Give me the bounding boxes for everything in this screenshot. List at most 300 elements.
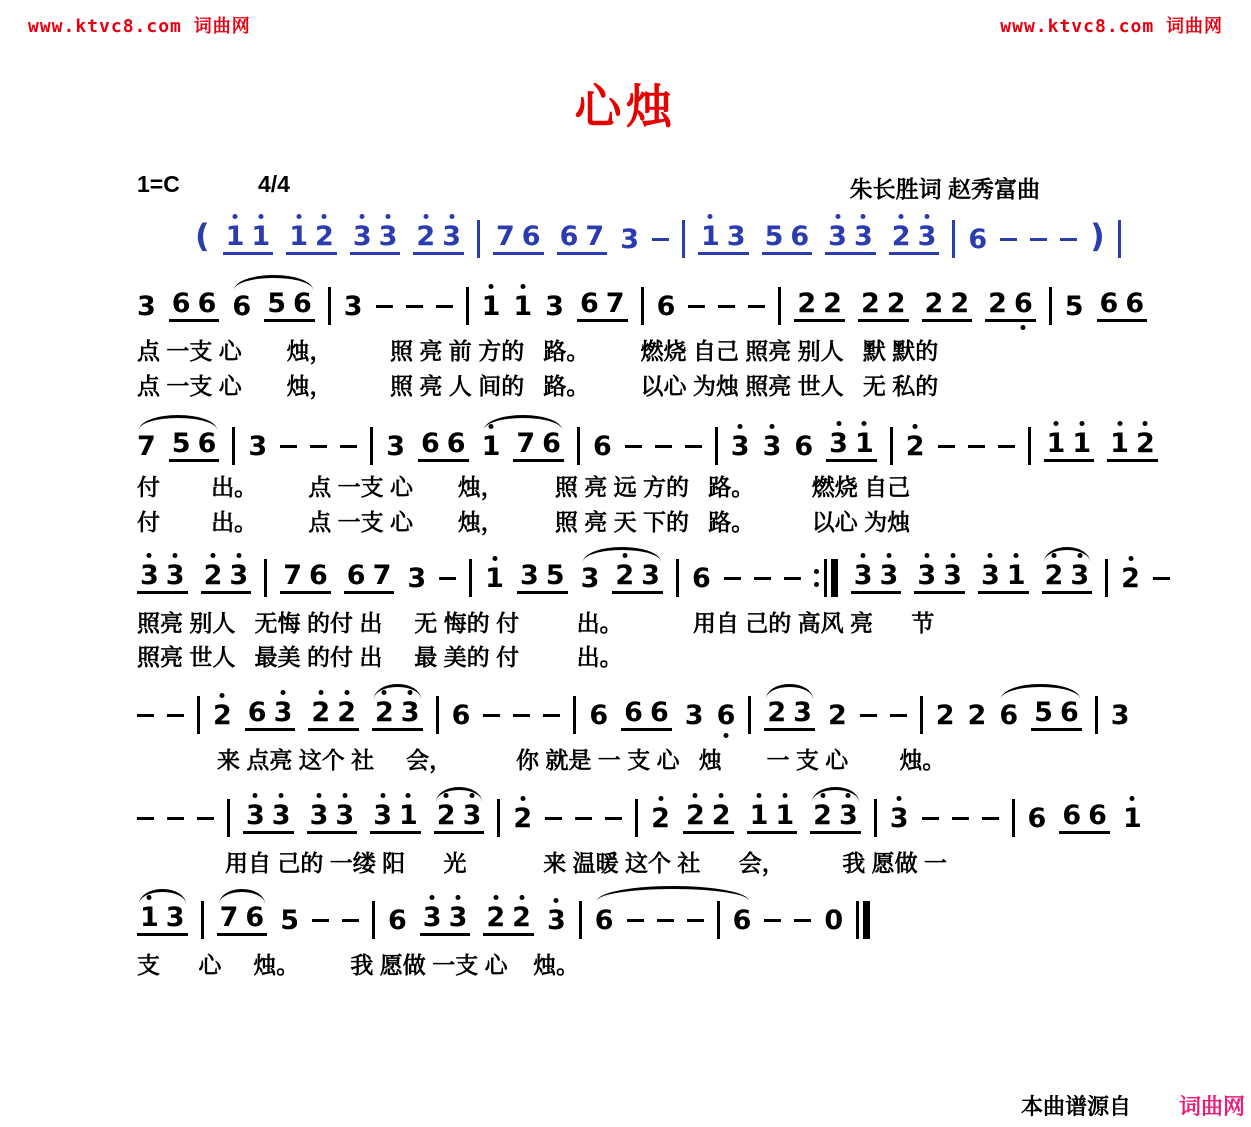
note	[823, 290, 842, 317]
note-digit: 6	[542, 428, 561, 459]
note	[546, 562, 565, 589]
octave-dot-high	[258, 214, 263, 219]
note-digit: 5	[1064, 290, 1084, 322]
repeat-dots	[814, 569, 819, 587]
note	[248, 699, 267, 726]
lyric-line: 点 一支 心 烛， 照 亮 人 间的 路。 以心 为烛 照亮 世人 无 私的	[137, 373, 939, 399]
note	[686, 802, 705, 829]
octave-dot-high	[554, 898, 559, 903]
note-digit: 1	[854, 428, 874, 459]
note	[335, 802, 354, 829]
note-digit: 1	[513, 290, 533, 322]
note-digit: 7	[283, 560, 302, 591]
duration-dash	[605, 817, 622, 820]
note-digit: 3	[400, 697, 420, 728]
note-digit: 3	[373, 800, 392, 831]
note	[198, 430, 217, 457]
note	[137, 430, 156, 462]
octave-dot-high	[820, 793, 825, 798]
note-digit: 1	[140, 902, 159, 933]
slur-group	[372, 699, 423, 731]
note	[905, 430, 925, 462]
barline	[1028, 427, 1031, 465]
beam-group	[858, 290, 909, 322]
note-digit: 2	[311, 697, 331, 728]
note	[943, 562, 962, 589]
note	[516, 430, 535, 457]
note-digit: 2	[416, 221, 436, 252]
octave-dot-high	[520, 284, 525, 289]
note	[172, 290, 191, 317]
note	[732, 904, 752, 936]
note	[797, 290, 816, 317]
score-header-row	[0, 171, 1251, 201]
note-digit: 1	[1122, 802, 1142, 834]
barline	[641, 287, 644, 325]
note	[889, 802, 909, 834]
note	[387, 904, 407, 936]
parenthesis: )	[1090, 217, 1105, 255]
note	[542, 430, 561, 457]
note-digit: 6	[247, 697, 267, 728]
watermark-top-right: www.ktvc8.com 词曲网	[1000, 16, 1223, 37]
note	[767, 699, 786, 726]
note	[606, 290, 625, 317]
duration-dash	[167, 714, 184, 717]
note-digit: 3	[273, 697, 293, 728]
note-digit: 2	[823, 288, 842, 319]
octave-dot-high	[913, 424, 918, 429]
duration-dash	[310, 445, 327, 448]
note-digit: 2	[1135, 428, 1155, 459]
note	[620, 223, 639, 255]
note	[813, 802, 832, 829]
slur-group	[137, 904, 188, 936]
octave-dot-high	[782, 793, 787, 798]
music-line	[137, 896, 1251, 944]
lyric-line: 付 出。 点 一支 心 烛， 照 亮 天 下的 路。 以心 为烛	[137, 509, 911, 535]
note	[379, 223, 398, 250]
beam-group	[810, 802, 861, 834]
note-digit: 7	[219, 902, 239, 933]
note	[1034, 699, 1053, 726]
note-digit: 3	[829, 428, 848, 459]
beam-group	[413, 223, 464, 255]
note	[311, 699, 330, 726]
note	[684, 699, 704, 731]
duration-dash	[968, 445, 985, 448]
note-digit: 2	[337, 697, 356, 728]
note	[793, 699, 812, 726]
note-digit: 2	[1121, 562, 1140, 594]
octave-dot-high	[1128, 556, 1133, 561]
note-digit: 2	[203, 560, 223, 591]
note	[861, 290, 880, 317]
note-digit: 6	[1088, 800, 1107, 831]
note	[656, 290, 676, 322]
note	[463, 802, 482, 829]
octave-dot-high	[693, 793, 698, 798]
duration-dash	[137, 714, 154, 717]
beam-group	[922, 290, 973, 322]
note-digit: 3	[853, 221, 873, 252]
barline	[264, 559, 267, 597]
note-digit: 2	[935, 699, 955, 731]
duration-dash	[938, 445, 955, 448]
note	[935, 699, 955, 731]
slur-group	[764, 699, 815, 731]
note	[589, 699, 609, 731]
beam-group	[434, 802, 485, 834]
barline	[682, 220, 685, 258]
note	[481, 290, 501, 322]
note	[880, 562, 899, 589]
beam-group	[1044, 430, 1095, 462]
duration-dash	[340, 445, 357, 448]
note-digit: 3	[229, 560, 249, 591]
music-line	[137, 691, 1251, 739]
note	[1121, 562, 1140, 594]
octave-dot-high	[861, 553, 866, 558]
note	[447, 430, 466, 457]
beam-group	[1031, 699, 1082, 731]
octave-dot-high	[1130, 796, 1135, 801]
note	[1072, 430, 1091, 457]
note	[988, 290, 1007, 317]
note-digit: 6	[245, 902, 265, 933]
beam-group	[307, 802, 358, 834]
note-digit: 2	[886, 288, 906, 319]
note	[762, 430, 782, 462]
note-digit: 0	[824, 904, 844, 936]
octave-dot-high	[344, 690, 349, 695]
octave-dot-high	[342, 793, 347, 798]
octave-dot-high	[886, 553, 891, 558]
duration-dash	[137, 817, 154, 820]
note-digit: 6	[579, 288, 599, 319]
note-digit: 2	[436, 800, 456, 831]
note-digit: 3	[462, 800, 482, 831]
note-digit: 3	[879, 560, 899, 591]
note	[343, 290, 363, 322]
note-digit: 2	[797, 288, 817, 319]
note	[1060, 699, 1079, 726]
note-digit: 6	[446, 428, 466, 459]
octave-dot-high	[173, 553, 178, 558]
repeat-end-barline	[814, 559, 838, 597]
note-digit: 3	[271, 800, 291, 831]
barline	[748, 696, 751, 734]
slur-group	[434, 802, 485, 834]
note	[730, 430, 750, 462]
note-digit: 6	[1059, 697, 1079, 728]
barline	[232, 427, 235, 465]
octave-dot-high	[1053, 421, 1058, 426]
note-digit: 6	[589, 699, 609, 731]
slur-arc	[597, 886, 750, 901]
note	[401, 699, 420, 726]
note	[1062, 802, 1081, 829]
octave-dot-high	[622, 553, 627, 558]
note	[887, 290, 906, 317]
note	[481, 430, 501, 462]
note-digit: 2	[891, 221, 911, 252]
note-digit: 6	[592, 430, 612, 462]
note-digit: 3	[620, 223, 639, 255]
octave-dot-high	[444, 793, 449, 798]
octave-dot-high	[493, 895, 498, 900]
note-digit: 3	[726, 221, 746, 252]
note	[442, 223, 461, 250]
octave-dot-high	[988, 553, 993, 558]
beam-group	[825, 223, 876, 255]
note-digit: 3	[448, 902, 468, 933]
note	[337, 699, 356, 726]
note	[315, 223, 334, 250]
note	[892, 223, 911, 250]
note-digit: 3	[140, 560, 159, 591]
note	[520, 562, 539, 589]
octave-dot-high	[835, 214, 840, 219]
octave-dot-high	[1077, 553, 1082, 558]
note	[775, 802, 794, 829]
note	[267, 290, 286, 317]
octave-dot-high	[769, 424, 774, 429]
note-digit: 5	[171, 428, 191, 459]
note-digit: 2	[315, 221, 334, 252]
note	[824, 904, 844, 936]
note-digit: 3	[730, 430, 750, 462]
duration-dash	[657, 919, 674, 922]
octave-dot-high	[1143, 421, 1148, 426]
octave-dot-high	[469, 793, 474, 798]
octave-dot-high	[897, 796, 902, 801]
note-digit: 7	[372, 560, 392, 591]
beam-group	[137, 562, 188, 594]
duration-dash	[748, 305, 765, 308]
note-digit: 3	[838, 800, 858, 831]
note	[232, 290, 252, 322]
note	[289, 223, 308, 250]
note-digit: 6	[968, 223, 988, 255]
note-digit: 1	[749, 800, 769, 831]
duration-dash	[718, 305, 735, 308]
octave-dot-high	[382, 690, 387, 695]
note-digit: 1	[225, 221, 245, 252]
note-digit: 3	[980, 560, 1000, 591]
note	[272, 802, 291, 829]
barline	[778, 287, 781, 325]
beam-group	[1042, 562, 1093, 594]
note-digit: 1	[251, 221, 271, 252]
note-digit: 6	[387, 904, 407, 936]
barline	[497, 799, 500, 837]
slur-group	[482, 430, 564, 462]
note-digit: 6	[197, 288, 217, 319]
note	[918, 223, 937, 250]
note-digit: 3	[943, 560, 962, 591]
note-digit: 3	[917, 560, 937, 591]
note-digit: 6	[521, 221, 541, 252]
note-digit: 1	[289, 221, 309, 252]
note-digit: 3	[1110, 699, 1130, 731]
footer-brand: 词曲网	[1178, 1094, 1245, 1119]
note	[283, 562, 302, 589]
duration-dash	[376, 305, 393, 308]
note	[1027, 802, 1047, 834]
note	[1047, 430, 1066, 457]
key-signature: 1=C	[137, 171, 180, 197]
duration-dash	[952, 817, 969, 820]
note-digit: 2	[767, 697, 787, 728]
lyric-line: 照亮 世人 最美 的付 出 最 美的 付 出。	[137, 644, 623, 670]
duration-dash	[439, 577, 456, 580]
note-digit: 6	[1125, 288, 1145, 319]
note-digit: 3	[442, 221, 461, 252]
barline	[920, 696, 923, 734]
note-digit: 3	[762, 430, 782, 462]
note	[1064, 290, 1084, 322]
octave-dot-high	[430, 895, 435, 900]
note-digit: 6	[451, 699, 471, 731]
note	[513, 290, 533, 322]
note-digit: 3	[519, 560, 539, 591]
octave-dot-high	[406, 793, 411, 798]
barline	[579, 901, 582, 939]
note-digit: 2	[924, 288, 944, 319]
beam-group	[621, 699, 672, 731]
score	[0, 215, 1251, 981]
slur-group	[1042, 562, 1093, 594]
note	[560, 223, 579, 250]
lyric-line: 点 一支 心 烛， 照 亮 前 方的 路。 燃烧 自己 照亮 别人 默 默的	[137, 338, 939, 364]
note	[353, 223, 372, 250]
octave-dot-high	[861, 214, 866, 219]
barline	[952, 220, 955, 258]
note	[1014, 290, 1033, 317]
note-digit: 1	[398, 800, 418, 831]
note	[839, 802, 858, 829]
parenthesis: (	[195, 217, 210, 255]
final-barline	[856, 901, 870, 939]
note	[1100, 290, 1119, 317]
note	[310, 802, 329, 829]
octave-dot-high	[950, 553, 955, 558]
music-line	[137, 422, 1251, 470]
note	[580, 290, 599, 317]
barline	[890, 427, 893, 465]
note	[373, 562, 392, 589]
note-digit: 1	[775, 800, 795, 831]
octave-dot-high	[316, 793, 321, 798]
barline	[227, 799, 230, 837]
note	[226, 223, 245, 250]
octave-dot-high	[1051, 553, 1056, 558]
octave-dot-high	[423, 214, 428, 219]
beam-group	[350, 223, 401, 255]
octave-dot-high	[862, 421, 867, 426]
duration-dash	[575, 817, 592, 820]
duration-dash	[197, 817, 214, 820]
lyric-line: 来 点亮 这个 社 会， 你 就是 一 支 心 烛 一 支 心 烛。	[217, 747, 946, 773]
octave-dot-high	[386, 214, 391, 219]
note	[522, 223, 541, 250]
note-digit: 6	[1027, 802, 1047, 834]
duration-dash	[312, 919, 329, 922]
note	[198, 290, 217, 317]
octave-dot-high	[455, 895, 460, 900]
note	[546, 904, 566, 936]
octave-dot-high	[360, 214, 365, 219]
note-digit: 3	[546, 904, 566, 936]
note	[1125, 290, 1144, 317]
page-title: 心烛	[574, 80, 677, 133]
duration-dash	[342, 919, 359, 922]
note-digit: 6	[420, 428, 440, 459]
octave-dot-high	[492, 556, 497, 561]
beam-group	[914, 562, 965, 594]
beam-group	[683, 802, 734, 834]
note-digit: 2	[860, 288, 880, 319]
note-digit: 2	[374, 697, 394, 728]
note	[1136, 430, 1155, 457]
barline	[328, 287, 331, 325]
slur-group	[999, 699, 1081, 731]
beam-group	[764, 699, 815, 731]
barline	[573, 696, 576, 734]
note	[594, 904, 614, 936]
barline	[1095, 696, 1098, 734]
note-digit: 3	[246, 800, 265, 831]
note-digit: 1	[1072, 428, 1092, 459]
note-digit: 3	[793, 697, 812, 728]
slur-group	[217, 904, 268, 936]
note	[245, 904, 264, 931]
note	[512, 904, 531, 931]
barline	[436, 696, 439, 734]
note-digit: 2	[967, 699, 987, 731]
note-digit: 5	[764, 221, 784, 252]
note	[399, 802, 418, 829]
octave-dot-high	[846, 793, 851, 798]
beam-group	[243, 802, 294, 834]
duration-dash	[860, 714, 877, 717]
note-digit: 1	[1046, 428, 1066, 459]
beam-group	[612, 562, 663, 594]
note	[750, 802, 769, 829]
note	[407, 562, 427, 594]
note	[1007, 562, 1026, 589]
note-digit: 6	[594, 904, 614, 936]
lyric-line: 付 出。 点 一支 心 烛， 照 亮 远 方的 路。 燃烧 自己	[137, 474, 911, 500]
note	[1088, 802, 1107, 829]
octave-dot-high	[899, 214, 904, 219]
note-digit: 5	[280, 904, 299, 936]
octave-dot-high	[756, 793, 761, 798]
beam-group	[851, 562, 902, 594]
note	[981, 562, 1000, 589]
note	[1110, 699, 1130, 731]
note-digit: 7	[496, 221, 515, 252]
octave-dot-high	[147, 895, 152, 900]
note	[580, 562, 600, 594]
music-line	[137, 554, 1251, 602]
note-digit: 2	[513, 802, 533, 834]
duration-dash	[406, 305, 423, 308]
note	[925, 290, 944, 317]
beam-group	[137, 904, 188, 936]
note-digit: 3	[378, 221, 398, 252]
